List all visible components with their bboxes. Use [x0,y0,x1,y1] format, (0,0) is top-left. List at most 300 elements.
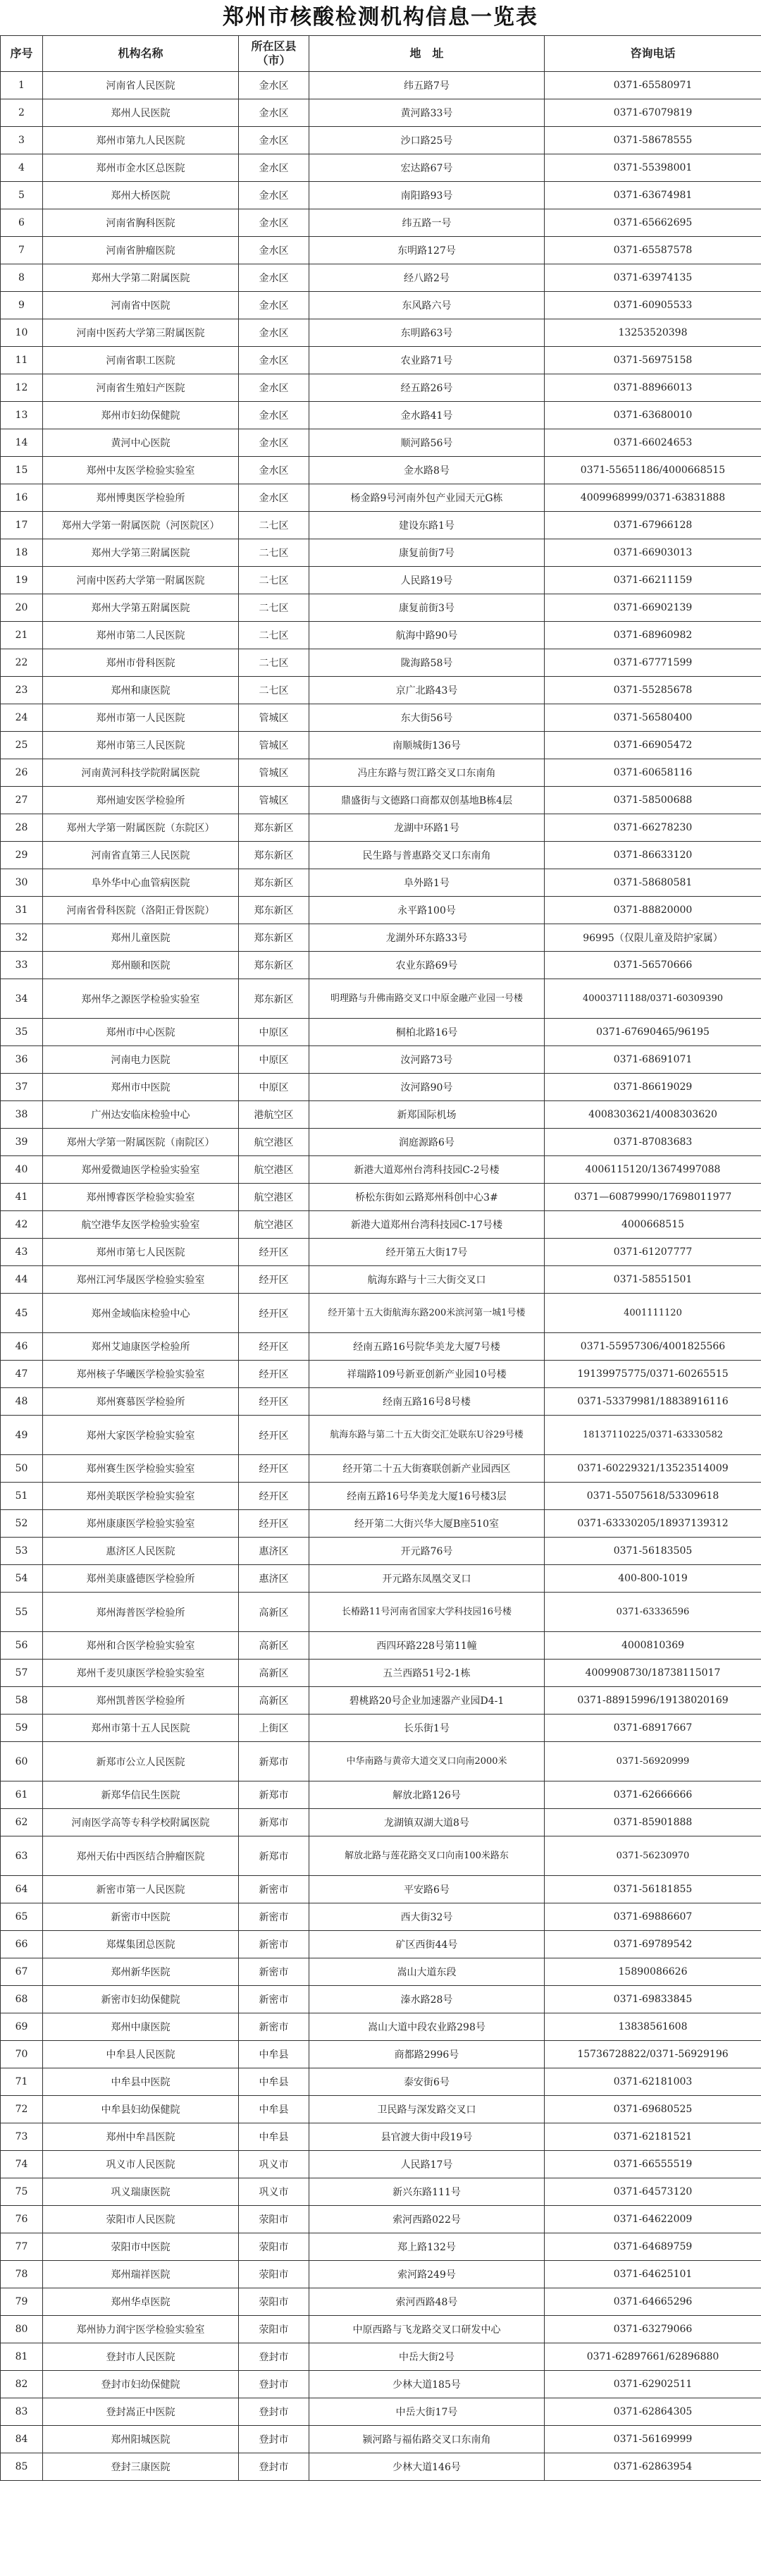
address-cell: 经南五路16号院华美龙大厦7号楼 [309,1333,545,1361]
district-cell: 荥阳市 [239,2233,309,2261]
institution-name-cell: 郑州市第九人民医院 [43,127,239,154]
row-number-cell: 10 [1,319,43,347]
institution-name-cell: 郑州阳城医院 [43,2426,239,2453]
institution-name-cell: 郑州海普医学检验所 [43,1593,239,1632]
table-row [1,732,761,759]
institution-name-cell: 新郑市公立人民医院 [43,1742,239,1781]
table-row [1,2013,761,2041]
address-cell: 开元路76号 [309,1538,545,1565]
address-cell: 矿区西街44号 [309,1931,545,1958]
address-cell: 卫民路与深发路交叉口 [309,2096,545,2123]
row-number-cell: 55 [1,1593,43,1632]
table-row [1,402,761,429]
table-row [1,1455,761,1483]
table-row [1,1129,761,1156]
district-cell: 二七区 [239,677,309,704]
district-cell: 郑东新区 [239,952,309,979]
table-row [1,2343,761,2371]
header-district: 所在区县（市） [239,36,309,72]
phone-cell: 0371-56975158 [545,347,761,374]
institution-name-cell: 中牟县妇幼保健院 [43,2096,239,2123]
district-cell: 高新区 [239,1660,309,1687]
table-row [1,1416,761,1455]
table-row [1,1565,761,1593]
district-cell: 中牟县 [239,2123,309,2151]
table-row [1,2096,761,2123]
district-cell: 郑东新区 [239,842,309,869]
district-cell: 中牟县 [239,2068,309,2096]
institution-name-cell: 郑州康康医学检验实验室 [43,1510,239,1538]
table-row [1,2151,761,2178]
district-cell: 登封市 [239,2371,309,2398]
row-number-cell: 32 [1,924,43,952]
phone-cell: 0371-62863954 [545,2453,761,2481]
district-cell: 高新区 [239,1687,309,1715]
institution-name-cell: 郑州江河华晟医学检验实验室 [43,1266,239,1294]
table-row [1,1333,761,1361]
district-cell: 新郑市 [239,1809,309,1836]
institution-name-cell: 郑州赛慕医学检验所 [43,1388,239,1416]
district-cell: 金水区 [239,209,309,237]
address-cell: 颍河路与福佑路交叉口东南角 [309,2426,545,2453]
table-row [1,1019,761,1046]
address-cell: 桥松东街如云路郑州科创中心3# [309,1184,545,1211]
address-cell: 南阳路93号 [309,182,545,209]
address-cell: 农业东路69号 [309,952,545,979]
phone-cell: 0371-69833845 [545,1986,761,2013]
phone-cell: 4008303621/4008303620 [545,1101,761,1129]
institution-name-cell: 郑州市第一人民医院 [43,704,239,732]
institution-name-cell: 郑州凯普医学检验所 [43,1687,239,1715]
district-cell: 荥阳市 [239,2288,309,2316]
address-cell: 金水路41号 [309,402,545,429]
phone-cell: 0371-86619029 [545,1074,761,1101]
district-cell: 登封市 [239,2343,309,2371]
phone-cell: 0371-66278230 [545,814,761,842]
district-cell: 金水区 [239,127,309,154]
district-cell: 新密市 [239,1986,309,2013]
row-number-cell: 62 [1,1809,43,1836]
header-number: 序号 [1,36,43,72]
address-cell: 龙湖镇双湖大道8号 [309,1809,545,1836]
phone-cell: 0371-56570666 [545,952,761,979]
table-row [1,1046,761,1074]
address-cell: 东明路127号 [309,237,545,264]
row-number-cell: 17 [1,512,43,539]
address-cell: 纬五路7号 [309,72,545,99]
address-cell: 索河路249号 [309,2261,545,2288]
table-row [1,1239,761,1266]
institution-name-cell: 郑州博奥医学检验所 [43,484,239,512]
institution-name-cell: 郑州大学第三附属医院 [43,539,239,567]
institution-name-cell: 郑州大家医学检验实验室 [43,1416,239,1455]
address-cell: 溱水路28号 [309,1986,545,2013]
district-cell: 荥阳市 [239,2261,309,2288]
district-cell: 金水区 [239,374,309,402]
institution-name-cell: 河南省胸科医院 [43,209,239,237]
row-number-cell: 81 [1,2343,43,2371]
district-cell: 经开区 [239,1416,309,1455]
address-cell: 解放北路与莲花路交叉口向南100米路东 [309,1836,545,1876]
row-number-cell: 68 [1,1986,43,2013]
row-number-cell: 16 [1,484,43,512]
phone-cell: 0371-88966013 [545,374,761,402]
table-row [1,2398,761,2426]
address-cell: 郑上路132号 [309,2233,545,2261]
phone-cell: 0371-61207777 [545,1239,761,1266]
district-cell: 中原区 [239,1074,309,1101]
row-number-cell: 15 [1,457,43,484]
district-cell: 新郑市 [239,1781,309,1809]
district-cell: 郑东新区 [239,814,309,842]
row-number-cell: 7 [1,237,43,264]
district-cell: 二七区 [239,622,309,649]
phone-cell: 4009968999/0371-63831888 [545,484,761,512]
address-cell: 嵩山大道中段农业路298号 [309,2013,545,2041]
district-cell: 二七区 [239,649,309,677]
address-cell: 新港大道郑州台湾科技园C-17号楼 [309,1211,545,1239]
row-number-cell: 49 [1,1416,43,1455]
address-cell: 宏达路67号 [309,154,545,182]
phone-cell: 0371-56920999 [545,1742,761,1781]
table-row [1,787,761,814]
phone-cell: 0371-64665296 [545,2288,761,2316]
address-cell: 黄河路33号 [309,99,545,127]
district-cell: 经开区 [239,1483,309,1510]
row-number-cell: 46 [1,1333,43,1361]
institution-name-cell: 郑州博睿医学检验实验室 [43,1184,239,1211]
header-phone: 咨询电话 [545,36,761,72]
row-number-cell: 53 [1,1538,43,1565]
row-number-cell: 24 [1,704,43,732]
institution-name-cell: 郑州美康盛德医学检验所 [43,1565,239,1593]
address-cell: 经五路26号 [309,374,545,402]
institutions-table [0,35,761,2481]
table-row [1,1211,761,1239]
row-number-cell: 75 [1,2178,43,2206]
row-number-cell: 50 [1,1455,43,1483]
phone-cell: 0371-65662695 [545,209,761,237]
row-number-cell: 19 [1,567,43,594]
institution-name-cell: 郑州瑞祥医院 [43,2261,239,2288]
row-number-cell: 12 [1,374,43,402]
phone-cell: 0371-55398001 [545,154,761,182]
institution-name-cell: 登封三康医院 [43,2453,239,2481]
table-body [1,72,761,2481]
phone-cell: 0371-67079819 [545,99,761,127]
district-cell: 惠济区 [239,1565,309,1593]
phone-cell: 0371-69789542 [545,1931,761,1958]
institution-name-cell: 郑州千麦贝康医学检验实验室 [43,1660,239,1687]
district-cell: 经开区 [239,1294,309,1333]
address-cell: 新兴东路111号 [309,2178,545,2206]
address-cell: 东风路六号 [309,292,545,319]
row-number-cell: 67 [1,1958,43,1986]
table-row [1,2453,761,2481]
institution-name-cell: 河南医学高等专科学校附属医院 [43,1809,239,1836]
institution-name-cell: 郑州大学第五附属医院 [43,594,239,622]
table-row [1,2206,761,2233]
table-row [1,2068,761,2096]
row-number-cell: 52 [1,1510,43,1538]
address-cell: 中华南路与黄帝大道交叉口向南2000米 [309,1742,545,1781]
address-cell: 祥瑞路109号新亚创新产业园10号楼 [309,1361,545,1388]
institution-name-cell: 郑州大学第一附属医院（南院区） [43,1129,239,1156]
address-cell: 新港大道郑州台湾科技园C-2号楼 [309,1156,545,1184]
address-cell: 经开第二十五大街赛联创新产业园西区 [309,1455,545,1483]
address-cell: 中原西路与飞龙路交叉口研发中心 [309,2316,545,2343]
district-cell: 金水区 [239,182,309,209]
district-cell: 金水区 [239,264,309,292]
phone-cell: 0371-67690465/96195 [545,1019,761,1046]
institution-name-cell: 郑州中牟昌医院 [43,2123,239,2151]
district-cell: 航空港区 [239,1156,309,1184]
phone-cell: 0371-67966128 [545,512,761,539]
address-cell: 长椿路11号河南省国家大学科技园16号楼 [309,1593,545,1632]
address-cell: 经开第五大街17号 [309,1239,545,1266]
phone-cell: 0371-66905472 [545,732,761,759]
institution-name-cell: 郑州新华医院 [43,1958,239,1986]
address-cell: 纬五路一号 [309,209,545,237]
row-number-cell: 6 [1,209,43,237]
row-number-cell: 36 [1,1046,43,1074]
table-row [1,512,761,539]
district-cell: 新密市 [239,1958,309,1986]
address-cell: 农业路71号 [309,347,545,374]
district-cell: 登封市 [239,2426,309,2453]
institution-name-cell: 郑州和康医院 [43,677,239,704]
address-cell: 中岳大街2号 [309,2343,545,2371]
row-number-cell: 69 [1,2013,43,2041]
address-cell: 五兰西路51号2-1栋 [309,1660,545,1687]
phone-cell: 4001111120 [545,1294,761,1333]
table-row [1,1986,761,2013]
institution-name-cell: 河南省中医院 [43,292,239,319]
address-cell: 西大街32号 [309,1903,545,1931]
phone-cell: 0371-66024653 [545,429,761,457]
institution-name-cell: 郑州市第十五人民医院 [43,1715,239,1742]
row-number-cell: 33 [1,952,43,979]
table-row [1,1184,761,1211]
phone-cell: 0371-56230970 [545,1836,761,1876]
phone-cell: 0371-69680525 [545,2096,761,2123]
row-number-cell: 60 [1,1742,43,1781]
institution-name-cell: 河南省职工医院 [43,347,239,374]
phone-cell: 0371-66903013 [545,539,761,567]
institution-name-cell: 河南中医药大学第三附属医院 [43,319,239,347]
phone-cell: 400-800-1019 [545,1565,761,1593]
district-cell: 新密市 [239,1903,309,1931]
phone-cell: 0371-86633120 [545,842,761,869]
district-cell: 高新区 [239,1593,309,1632]
table-row [1,979,761,1019]
institution-name-cell: 荥阳市中医院 [43,2233,239,2261]
row-number-cell: 44 [1,1266,43,1294]
phone-cell: 0371-87083683 [545,1129,761,1156]
district-cell: 航空港区 [239,1184,309,1211]
phone-cell: 0371-56183505 [545,1538,761,1565]
table-row [1,1266,761,1294]
phone-cell: 0371-58678555 [545,127,761,154]
row-number-cell: 37 [1,1074,43,1101]
institution-name-cell: 郑州迪安医学检验所 [43,787,239,814]
district-cell: 二七区 [239,567,309,594]
institution-name-cell: 巩义市人民医院 [43,2151,239,2178]
table-row [1,2288,761,2316]
district-cell: 新密市 [239,2013,309,2041]
institution-name-cell: 郑州市第二人民医院 [43,622,239,649]
phone-cell: 0371-62181003 [545,2068,761,2096]
district-cell: 荥阳市 [239,2316,309,2343]
district-cell: 经开区 [239,1239,309,1266]
table-row [1,1361,761,1388]
district-cell: 郑东新区 [239,924,309,952]
address-cell: 商都路2996号 [309,2041,545,2068]
district-cell: 中牟县 [239,2041,309,2068]
institution-name-cell: 郑州市妇幼保健院 [43,402,239,429]
institution-name-cell: 郑州中康医院 [43,2013,239,2041]
address-cell: 冯庄东路与贺江路交叉口东南角 [309,759,545,787]
institution-name-cell: 河南省直第三人民医院 [43,842,239,869]
phone-cell: 4006115120/13674997088 [545,1156,761,1184]
row-number-cell: 65 [1,1903,43,1931]
institution-name-cell: 登封嵩正中医院 [43,2398,239,2426]
phone-cell: 0371-65587578 [545,237,761,264]
row-number-cell: 28 [1,814,43,842]
phone-cell: 0371-60229321/13523514009 [545,1455,761,1483]
table-row [1,2233,761,2261]
phone-cell: 0371-64622009 [545,2206,761,2233]
address-cell: 龙湖中环路1号 [309,814,545,842]
address-cell: 金水路8号 [309,457,545,484]
table-row [1,594,761,622]
district-cell: 新郑市 [239,1836,309,1876]
address-cell: 西四环路228号第11幢 [309,1632,545,1660]
row-number-cell: 18 [1,539,43,567]
table-row [1,2316,761,2343]
phone-cell: 13253520398 [545,319,761,347]
address-cell: 汝河路73号 [309,1046,545,1074]
row-number-cell: 58 [1,1687,43,1715]
table-row [1,869,761,897]
phone-cell: 0371-85901888 [545,1809,761,1836]
phone-cell: 0371-66902139 [545,594,761,622]
institution-name-cell: 新郑华信民生医院 [43,1781,239,1809]
phone-cell: 0371-63279066 [545,2316,761,2343]
institution-name-cell: 郑州市中心医院 [43,1019,239,1046]
institution-name-cell: 郑州大桥医院 [43,182,239,209]
row-number-cell: 77 [1,2233,43,2261]
district-cell: 上街区 [239,1715,309,1742]
district-cell: 金水区 [239,402,309,429]
institution-name-cell: 郑州金域临床检验中心 [43,1294,239,1333]
table-row [1,429,761,457]
row-number-cell: 27 [1,787,43,814]
table-row [1,1593,761,1632]
table-row [1,924,761,952]
address-cell: 经八路2号 [309,264,545,292]
row-number-cell: 5 [1,182,43,209]
institution-name-cell: 惠济区人民医院 [43,1538,239,1565]
institution-name-cell: 郑州大学第二附属医院 [43,264,239,292]
table-row [1,1715,761,1742]
table-row [1,154,761,182]
row-number-cell: 48 [1,1388,43,1416]
table-row [1,1742,761,1781]
table-row [1,2178,761,2206]
row-number-cell: 85 [1,2453,43,2481]
district-cell: 郑东新区 [239,869,309,897]
district-cell: 中原区 [239,1019,309,1046]
row-number-cell: 35 [1,1019,43,1046]
row-number-cell: 2 [1,99,43,127]
address-cell: 索河西路022号 [309,2206,545,2233]
address-cell: 经南五路16号华美龙大厦16号楼3层 [309,1483,545,1510]
row-number-cell: 47 [1,1361,43,1388]
table-row [1,1809,761,1836]
institution-name-cell: 郑州颐和医院 [43,952,239,979]
district-cell: 高新区 [239,1632,309,1660]
row-number-cell: 54 [1,1565,43,1593]
table-row [1,649,761,677]
table-row [1,539,761,567]
institution-name-cell: 中牟县人民医院 [43,2041,239,2068]
institution-name-cell: 黄河中心医院 [43,429,239,457]
table-row [1,264,761,292]
district-cell: 管城区 [239,732,309,759]
row-number-cell: 64 [1,1876,43,1903]
address-cell: 陇海路58号 [309,649,545,677]
institution-name-cell: 广州达安临床检验中心 [43,1101,239,1129]
phone-cell: 19139975775/0371-60265515 [545,1361,761,1388]
row-number-cell: 74 [1,2151,43,2178]
table-row [1,952,761,979]
row-number-cell: 80 [1,2316,43,2343]
row-number-cell: 66 [1,1931,43,1958]
institution-name-cell: 新密市第一人民医院 [43,1876,239,1903]
institution-name-cell: 巩义瑞康医院 [43,2178,239,2206]
row-number-cell: 25 [1,732,43,759]
address-cell: 人民路17号 [309,2151,545,2178]
phone-cell: 0371-66555519 [545,2151,761,2178]
institution-name-cell: 阜外华中心血管病医院 [43,869,239,897]
phone-cell: 96995（仅限儿童及陪护家属） [545,924,761,952]
table-row [1,457,761,484]
row-number-cell: 41 [1,1184,43,1211]
phone-cell: 0371-68960982 [545,622,761,649]
phone-cell: 0371-55957306/4001825566 [545,1333,761,1361]
table-row [1,1101,761,1129]
row-number-cell: 71 [1,2068,43,2096]
institution-name-cell: 郑州和合医学检验实验室 [43,1632,239,1660]
address-cell: 开元路东凤凰交叉口 [309,1565,545,1593]
row-number-cell: 11 [1,347,43,374]
district-cell: 经开区 [239,1455,309,1483]
institution-name-cell: 郑州儿童医院 [43,924,239,952]
address-cell: 沙口路25号 [309,127,545,154]
table-row [1,567,761,594]
row-number-cell: 83 [1,2398,43,2426]
row-number-cell: 26 [1,759,43,787]
district-cell: 二七区 [239,594,309,622]
row-number-cell: 59 [1,1715,43,1742]
row-number-cell: 51 [1,1483,43,1510]
address-cell: 新郑国际机场 [309,1101,545,1129]
table-row [1,99,761,127]
table-row [1,484,761,512]
row-number-cell: 56 [1,1632,43,1660]
row-number-cell: 31 [1,897,43,924]
